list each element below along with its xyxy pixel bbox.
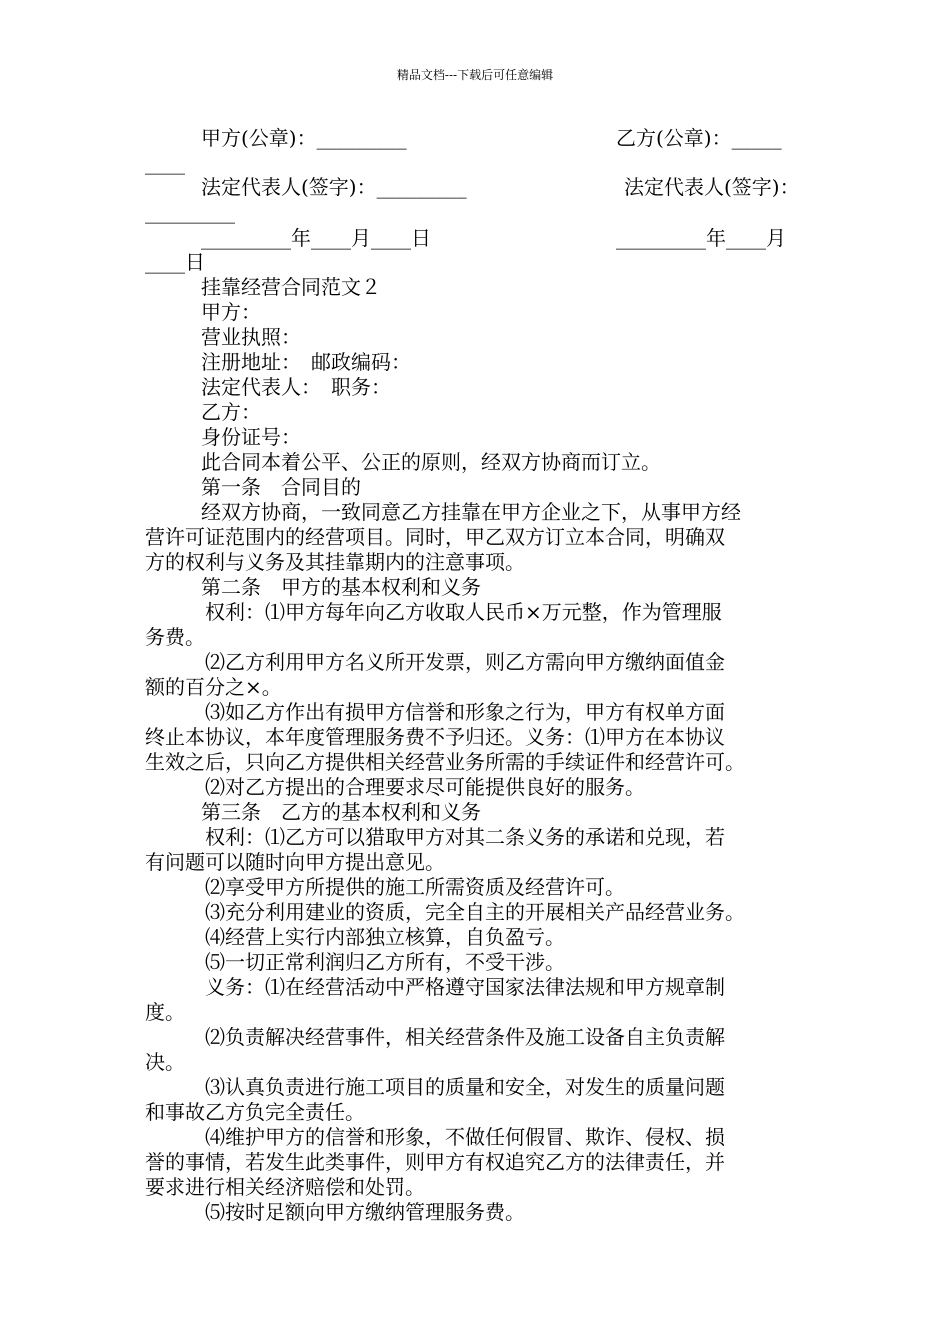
party-b-date-line: _________年____月 (616, 226, 786, 250)
preamble-text: 此合同本着公平、公正的原则，经双方协商而订立。 (201, 450, 661, 474)
article3-right1-line2: 有问题可以随时向甲方提出意见。 (145, 850, 445, 874)
article2-right1-line2: 务费。 (145, 625, 205, 649)
article2-right2-line1: ⑵乙方利用甲方名义所开发票，则乙方需向甲方缴纳面值金 (205, 650, 725, 674)
article1-title: 第一条 合同目的 (201, 475, 361, 499)
party-a-seal-line: 甲方(公章)：_________ (201, 126, 407, 150)
party-a-field: 甲方： (201, 300, 261, 324)
party-a-rep-line: 法定代表人(签字)：_________ (201, 175, 467, 199)
address-postcode-field: 注册地址： 邮政编码： (201, 350, 411, 374)
article1-line1: 经双方协商，一致同意乙方挂靠在甲方企业之下，从事甲方经 (201, 500, 741, 524)
article3-duty2-line1: ⑵负责解决经营事件，相关经营条件及施工设备自主负责解 (205, 1025, 725, 1049)
party-b-rep-line: 法定代表人(签字)： (624, 175, 800, 199)
article3-duty2-line2: 决。 (145, 1050, 185, 1074)
party-b-seal-line-cont: ____ (145, 151, 185, 175)
article2-right3-line2: 终止本协议，本年度管理服务费不予归还。义务：⑴甲方在本协议 (145, 725, 725, 749)
party-b-rep-line-cont: _________ (145, 200, 235, 224)
article3-duty3-line1: ⑶认真负责进行施工项目的质量和安全，对发生的质量问题 (205, 1075, 725, 1099)
article3-right3: ⑶充分利用建业的资质，完全自主的开展相关产品经营业务。 (205, 900, 745, 924)
article3-duty5: ⑸按时足额向甲方缴纳管理服务费。 (205, 1200, 525, 1224)
article3-duty1-line1: 义务：⑴在经营活动中严格遵守国家法律法规和甲方规章制 (205, 975, 725, 999)
article3-duty4-line1: ⑷维护甲方的信誉和形象，不做任何假冒、欺诈、侵权、损 (205, 1125, 725, 1149)
party-a-date-line: _________年____月____日 (201, 226, 431, 250)
article3-duty4-line2: 誉的事情，若发生此类事件，则甲方有权追究乙方的法律责任，并 (145, 1150, 725, 1174)
article2-title: 第二条 甲方的基本权利和义务 (201, 575, 481, 599)
article2-right1-line1: 权利：⑴甲方每年向乙方收取人民币×万元整，作为管理服 (205, 600, 722, 624)
article3-duty3-line2: 和事故乙方负完全责任。 (145, 1100, 365, 1124)
article3-duty1-line2: 度。 (145, 1000, 185, 1024)
article3-title: 第三条 乙方的基本权利和义务 (201, 800, 481, 824)
party-b-seal-line: 乙方(公章)：_____ (616, 126, 782, 150)
business-license-field: 营业执照： (201, 325, 301, 349)
article2-right2-line2: 额的百分之×。 (145, 675, 282, 699)
article3-right5: ⑸一切正常利润归乙方所有，不受干涉。 (205, 950, 565, 974)
rep-position-field: 法定代表人： 职务： (201, 375, 391, 399)
article1-line2: 营许可证范围内的经营项目。同时，甲乙双方订立本合同，明确双 (145, 525, 725, 549)
party-b-date-line-cont: ____日 (145, 250, 205, 274)
article2-duty2: ⑵对乙方提出的合理要求尽可能提供良好的服务。 (205, 775, 645, 799)
id-number-field: 身份证号： (201, 425, 301, 449)
article3-duty4-line3: 要求进行相关经济赔偿和处罚。 (145, 1175, 425, 1199)
party-b-field: 乙方： (201, 400, 261, 424)
page-header-note: 精品文档---下载后可任意编辑 (396, 68, 554, 82)
article2-right3-line3: 生效之后，只向乙方提供相关经营业务所需的手续证件和经营许可。 (145, 750, 745, 774)
article2-right3-line1: ⑶如乙方作出有损甲方信誉和形象之行为，甲方有权单方面 (205, 700, 725, 724)
article3-right1-line1: 权利：⑴乙方可以猎取甲方对其二条义务的承诺和兑现，若 (205, 825, 725, 849)
article3-right2: ⑵享受甲方所提供的施工所需资质及经营许可。 (205, 875, 625, 899)
contract-title: 挂靠经营合同范文２ (201, 275, 381, 299)
article1-line3: 方的权利与义务及其挂靠期内的注意事项。 (145, 550, 525, 574)
article3-right4: ⑷经营上实行内部独立核算，自负盈亏。 (205, 925, 565, 949)
